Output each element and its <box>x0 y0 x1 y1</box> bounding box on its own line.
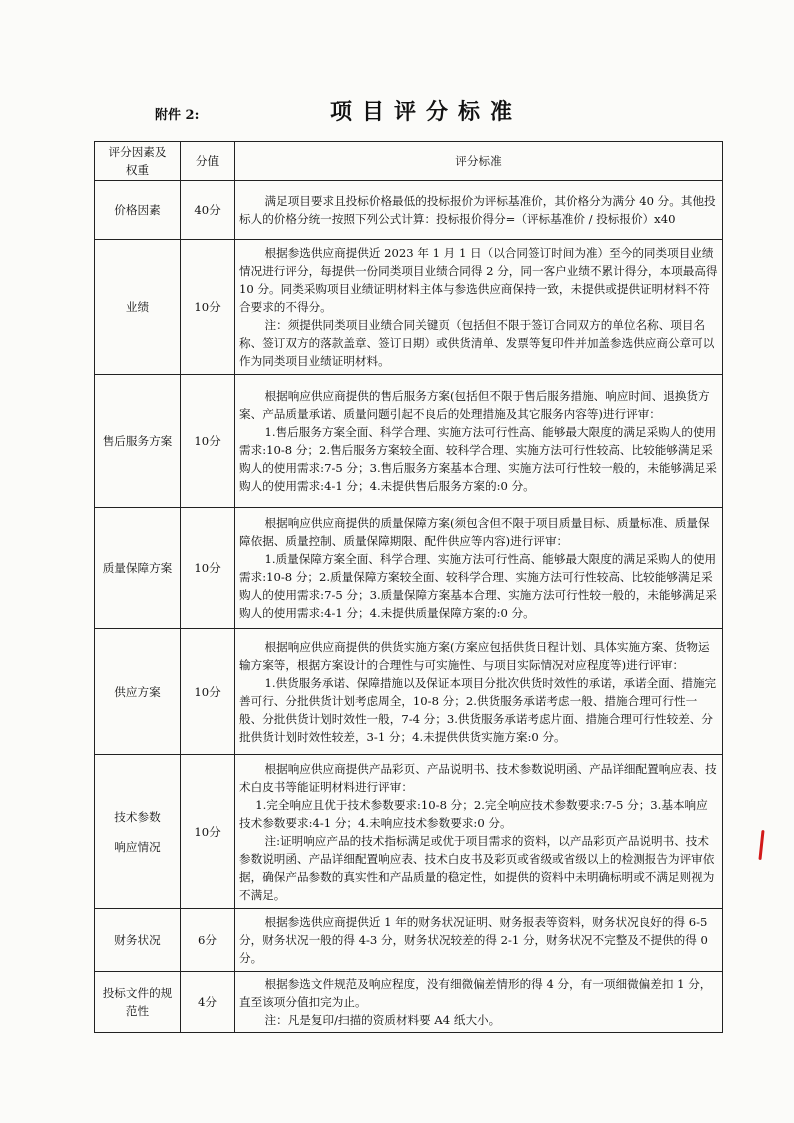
factor-cell: 售后服务方案 <box>95 375 181 508</box>
score-cell: 6分 <box>181 909 235 972</box>
factor-line: 响应情况 <box>114 839 161 854</box>
criteria-cell <box>235 755 723 909</box>
factor-cell: 投标文件的规范性 <box>95 972 181 1033</box>
criteria-cell <box>235 972 723 1033</box>
red-pen-mark <box>758 830 764 860</box>
table-row <box>95 629 723 755</box>
criteria-paragraph: 根据参选供应商提供近 2023 年 1 月 1 日（以合同签订时间为准）至今的同类项目业绩情况进行评分，每提供一份同类项目业绩合同得 2 分，同一客户业绩不累计得分，本项最高得 10 分。同类采购项目业绩证明材料主体与参选供应商保持一致，未提供或提供证明材料不符合要求的不得分。 <box>239 246 718 314</box>
score-cell: 10分 <box>181 755 235 909</box>
factor-cell <box>95 755 181 909</box>
criteria-paragraph: 根据响应供应商提供产品彩页、产品说明书、技术参数说明函、产品详细配置响应表、技术白皮书等能证明材料进行评审： <box>239 761 717 794</box>
table-row <box>95 240 723 375</box>
criteria-paragraph: 根据参选文件规范及响应程度，没有细微偏差情形的得 4 分，有一项细微偏差扣 1 分，直至该项分值扣完为止。 <box>239 977 712 1009</box>
factor-cell: 业绩 <box>95 240 181 375</box>
table-row <box>95 972 723 1033</box>
table-row <box>95 375 723 508</box>
factor-line: 技术参数 <box>114 809 161 824</box>
header-criteria: 评分标准 <box>235 142 723 181</box>
criteria-note: 注：凡是复印/扫描的资质材料要 A4 纸大小。 <box>264 1013 501 1027</box>
score-cell: 10分 <box>181 375 235 508</box>
criteria-cell <box>235 508 723 629</box>
score-cell: 10分 <box>181 629 235 755</box>
criteria-cell <box>235 909 723 972</box>
criteria-cell <box>235 240 723 375</box>
criteria-paragraph: 根据响应供应商提供的供货实施方案(方案应包括供货日程计划、具体实施方案、货物运输方案等，根据方案设计的合理性与可实施性、与项目实际情况对应程度等)进行评审： <box>239 639 710 672</box>
factor-cell: 价格因素 <box>95 181 181 240</box>
criteria-note: 注:证明响应产品的技术指标满足或优于项目需求的资料，以产品彩页产品说明书、技术参数说明函、产品详细配置响应表、技术白皮书及彩页或省级或省级以上的检测报告为评审依据，确保产品参数的真实性和产品质量的稳定性，如提供的资料中未明确标明或不满足则视为不满足。 <box>239 833 715 902</box>
criteria-levels: 1.质量保障方案全面、科学合理、实施方法可行性高、能够最大限度的满足采购人的使用需求:10-8 分；2.质量保障方案较全面、较科学合理、实施方法可行性较高、比较能够满足采购人的使用需求:7-5 分；3.质量保障方案基本合理、实施方法可行性较一般的，未能够满足采购人的使用需求:4-1 分；4.未提供质量保障方案的:0 分。 <box>239 552 717 620</box>
header-factor: 评分因素及权重 <box>95 142 181 181</box>
header-score: 分值 <box>181 142 235 181</box>
criteria-cell <box>235 375 723 508</box>
attachment-label: 附件 2: <box>155 108 200 123</box>
criteria-cell <box>235 629 723 755</box>
factor-cell: 质量保障方案 <box>95 508 181 629</box>
factor-cell: 财务状况 <box>95 909 181 972</box>
factor-cell: 供应方案 <box>95 629 181 755</box>
criteria-paragraph: 根据响应供应商提供的质量保障方案(须包含但不限于项目质量目标、质量标准、质量保障依据、质量控制、质量保障期限、配件供应等内容)进行评审： <box>239 516 710 548</box>
page-title: 项目评分标准 <box>330 99 523 125</box>
table-row <box>95 909 723 972</box>
criteria-cell <box>235 181 723 240</box>
criteria-levels: 1.供货服务承诺、保障措施以及保证本项目分批次供货时效性的承诺，承诺全面、措施完善可行、分批供货计划考虑周全，10-8 分；2.供货服务承诺考虑一般、措施合理可行性一般、分批供货计划时效性一般，7-4 分；3.供货服务承诺考虑片面、措施合理可行性较差、分批供货计划时效性较差，3-1 分；4.未提供供货实施方案:0 分。 <box>239 675 717 744</box>
criteria-note: 注：须提供同类项目业绩合同关键页（包括但不限于签订合同双方的单位名称、项目名称、签订双方的落款盖章、签订日期）或供货清单、发票等复印件并加盖参选供应商公章可以作为同类项目业绩证明材料。 <box>239 318 715 368</box>
criteria-levels: 1.售后服务方案全面、科学合理、实施方法可行性高、能够最大限度的满足采购人的使用需求:10-8 分；2.售后服务方案较全面、较科学合理、实施方法可行性较高、比较能够满足采购人的使用需求:7-5 分；3.售后服务方案基本合理、实施方法可行性较一般的，未能够满足采购人的使用需求:4-1 分；4.未提供售后服务方案的:0 分。 <box>239 425 717 493</box>
score-cell: 4分 <box>181 972 235 1033</box>
score-cell: 40分 <box>181 181 235 240</box>
score-cell: 10分 <box>181 508 235 629</box>
table-header-row <box>95 142 723 181</box>
score-cell: 10分 <box>181 240 235 375</box>
table-row <box>95 508 723 629</box>
table-row <box>95 181 723 240</box>
criteria-paragraph: 满足项目要求且投标价格最低的投标报价为评标基准价，其价格分为满分 40 分。其他投标人的价格分统一按照下列公式计算：投标报价得分=（评标基准价 / 投标报价）x40 <box>239 194 716 226</box>
criteria-paragraph: 根据响应供应商提供的售后服务方案(包括但不限于售后服务措施、响应时间、退换货方案、产品质量承诺、质量问题引起不良后的处理措施及其它服务内容等)进行评审： <box>239 389 710 421</box>
table-row <box>95 755 723 909</box>
scoring-table <box>94 141 723 1033</box>
criteria-levels: 1.完全响应且优于技术参数要求:10-8 分；2.完全响应技术参数要求:7-5 分；3.基本响应技术参数要求:4-1 分；4.未响应技术参数要求:0 分。 <box>239 797 708 830</box>
criteria-paragraph: 根据参选供应商提供近 1 年的财务状况证明、财务报表等资料，财务状况良好的得 6-5 分，财务状况一般的得 4-3 分，财务状况较差的得 2-1 分，财务状况不完整及不提供的得 0 分。 <box>239 915 708 965</box>
